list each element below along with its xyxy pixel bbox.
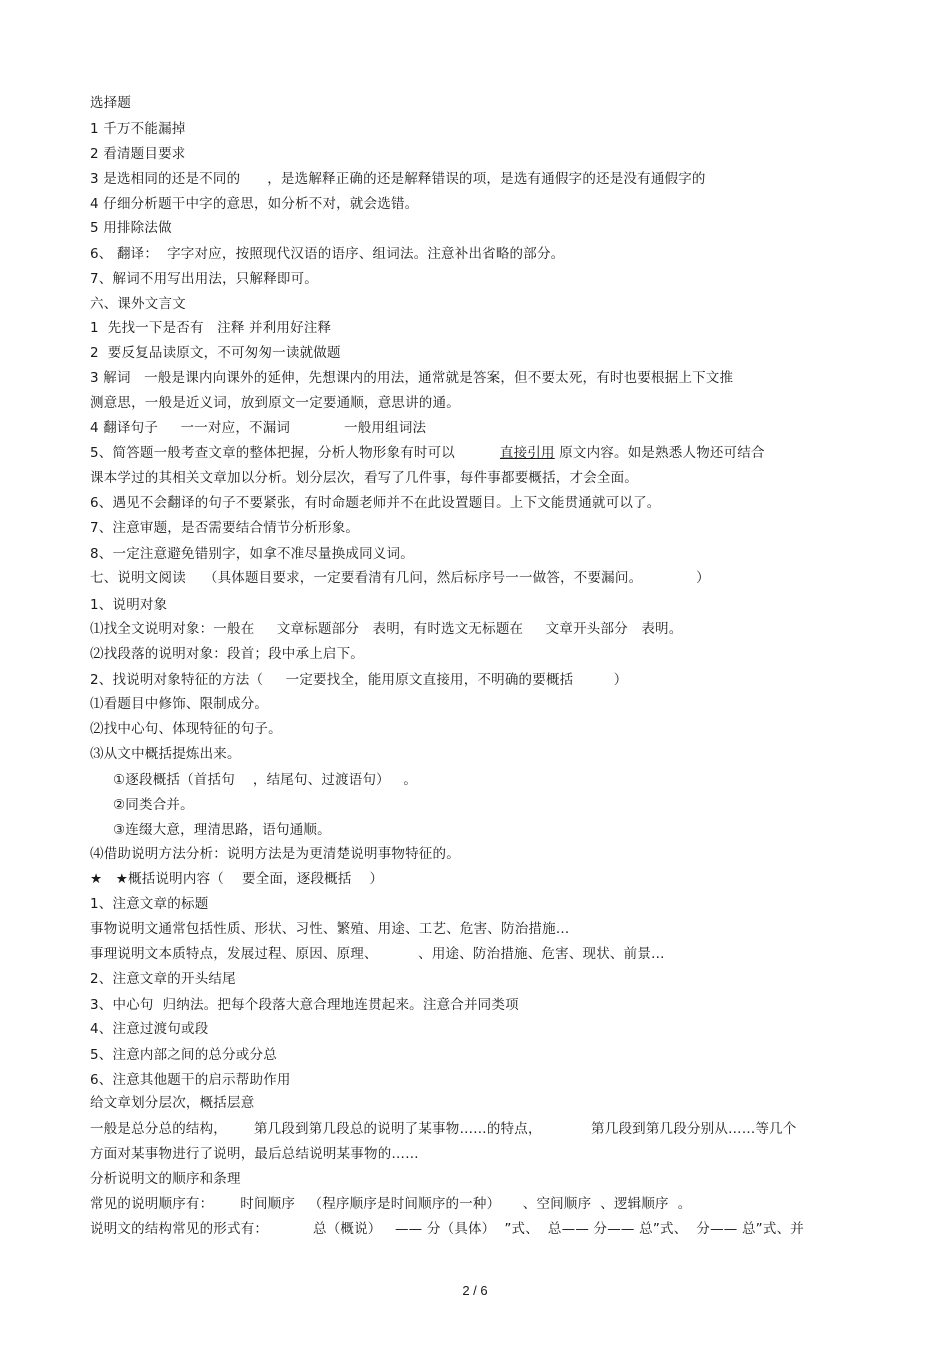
text-line: 4 翻译句子 一一对应，不漏词 一般用组词法 [90, 420, 427, 436]
heading-section-seven: 七、说明文阅读 （具体题目要求，一定要看清有几问，然后标序号一一做答，不要漏问。 ） [90, 570, 710, 586]
underlined-term: 直接引用 [499, 445, 555, 461]
text-line: 事理说明文本质特点，发展过程、原因、原理、 、用途、防治措施、危害、现状、前景… [90, 946, 665, 962]
text-line: 8、一定注意避免错别字，如拿不准尽量换成同义词。 [90, 546, 414, 562]
heading-multiple-choice: 选择题 [90, 95, 132, 111]
text-line: 一般是总分总的结构， 第几段到第几段总的说明了某事物……的特点， 第几段到第几段分别从……等几个 [90, 1121, 797, 1137]
text-segment: 5、简答题一般考查文章的整体把握，分析人物形象有时可以 [90, 445, 500, 461]
text-line: 5、注意内部之间的总分或分总 [90, 1047, 277, 1063]
text-line: 1 先找一下是否有 注释 并利用好注释 [90, 320, 332, 336]
text-line: ⑴看题目中修饰、限制成分。 [90, 696, 269, 712]
text-line: 3 解词 一般是课内向课外的延伸，先想课内的用法，通常就是答案，但不要太死，有时也要根据上下文推 [90, 370, 734, 386]
text-line: ③连缀大意，理清思路，语句通顺。 [113, 822, 331, 838]
text-line: 2 看清题目要求 [90, 146, 186, 162]
text-line: 1、注意文章的标题 [90, 896, 209, 912]
text-line: 3、中心句 归纳法。把每个段落大意合理地连贯起来。注意合并同类项 [90, 997, 519, 1013]
text-line: 4 仔细分析题干中字的意思，如分析不对，就会选错。 [90, 196, 419, 212]
text-line: ⑶从文中概括提炼出来。 [90, 746, 241, 762]
text-line: 方面对某事物进行了说明，最后总结说明某事物的…… [90, 1146, 419, 1162]
text-line: 2、注意文章的开头结尾 [90, 971, 236, 987]
text-line: ⑷借助说明方法分析：说明方法是为更清楚说明事物特征的。 [90, 846, 460, 862]
text-line: 2、找说明对象特征的方法（ 一定要找全，能用原文直接用，不明确的要概括 ） [90, 672, 628, 688]
text-line: 6、注意其他题干的启示帮助作用 [90, 1072, 291, 1088]
text-line: ⑴找全文说明对象：一般在 文章标题部分 表明，有时选文无标题在 文章开头部分 表明。 [90, 621, 683, 637]
text-line: 4、注意过渡句或段 [90, 1021, 209, 1037]
text-line: 事物说明文通常包括性质、形状、习性、繁殖、用途、工艺、危害、防治措施… [90, 921, 570, 937]
text-line: ⑵找段落的说明对象：段首；段中承上启下。 [90, 646, 364, 662]
text-line: ①逐段概括（首括句 ，结尾句、过渡语句） 。 [113, 772, 418, 788]
text-line: 2 要反复品读原文，不可匆匆一读就做题 [90, 345, 341, 361]
text-line: 说明文的结构常见的形式有： 总（概说） —— 分（具体） ”式、 总—— 分—— 总”式、 分—— 总”式、并 [90, 1221, 804, 1237]
text-line: 给文章划分层次，概括层意 [90, 1095, 255, 1111]
text-line: 3 是选相同的还是不同的 ，是选解释正确的还是解释错误的项，是选有通假字的还是没有通假字的 [90, 171, 706, 187]
text-line: ②同类合并。 [113, 797, 194, 813]
text-line: 1、说明对象 [90, 597, 168, 613]
text-line: 测意思，一般是近义词，放到原文一定要通顺，意思讲的通。 [90, 395, 460, 411]
text-line: 7、解词不用写出用法，只解释即可。 [90, 271, 318, 287]
text-line: 课本学过的其相关文章加以分析。划分层次，看写了几件事，每件事都要概括，才会全面。 [90, 470, 638, 486]
text-line: 7、注意审题，是否需要结合情节分析形象。 [90, 520, 360, 536]
heading-section-six: 六、课外文言文 [90, 296, 186, 312]
text-line: 6、遇见不会翻译的句子不要紧张，有时命题老师并不在此设置题目。上下文能贯通就可以了。 [90, 495, 661, 511]
page-number: 2 / 6 [462, 1283, 488, 1298]
text-line: 1 千万不能漏掉 [90, 121, 186, 137]
text-line: ⑵找中心句、体现特征的句子。 [90, 721, 282, 737]
text-line: 常见的说明顺序有： 时间顺序 （程序顺序是时间顺序的一种） 、空间顺序 、逻辑顺序 。 [90, 1196, 692, 1212]
text-segment: 原文内容。如是熟悉人物还可结合 [554, 445, 765, 461]
text-line: 分析说明文的顺序和条理 [90, 1171, 241, 1187]
text-line: 5 用排除法做 [90, 220, 172, 236]
heading-summary: ★ ★概括说明内容（ 要全面，逐段概括 ） [90, 871, 384, 887]
text-line [90, 444, 765, 462]
text-line: 6、 翻译： 字字对应，按照现代汉语的语序、组词法。注意补出省略的部分。 [90, 246, 565, 262]
